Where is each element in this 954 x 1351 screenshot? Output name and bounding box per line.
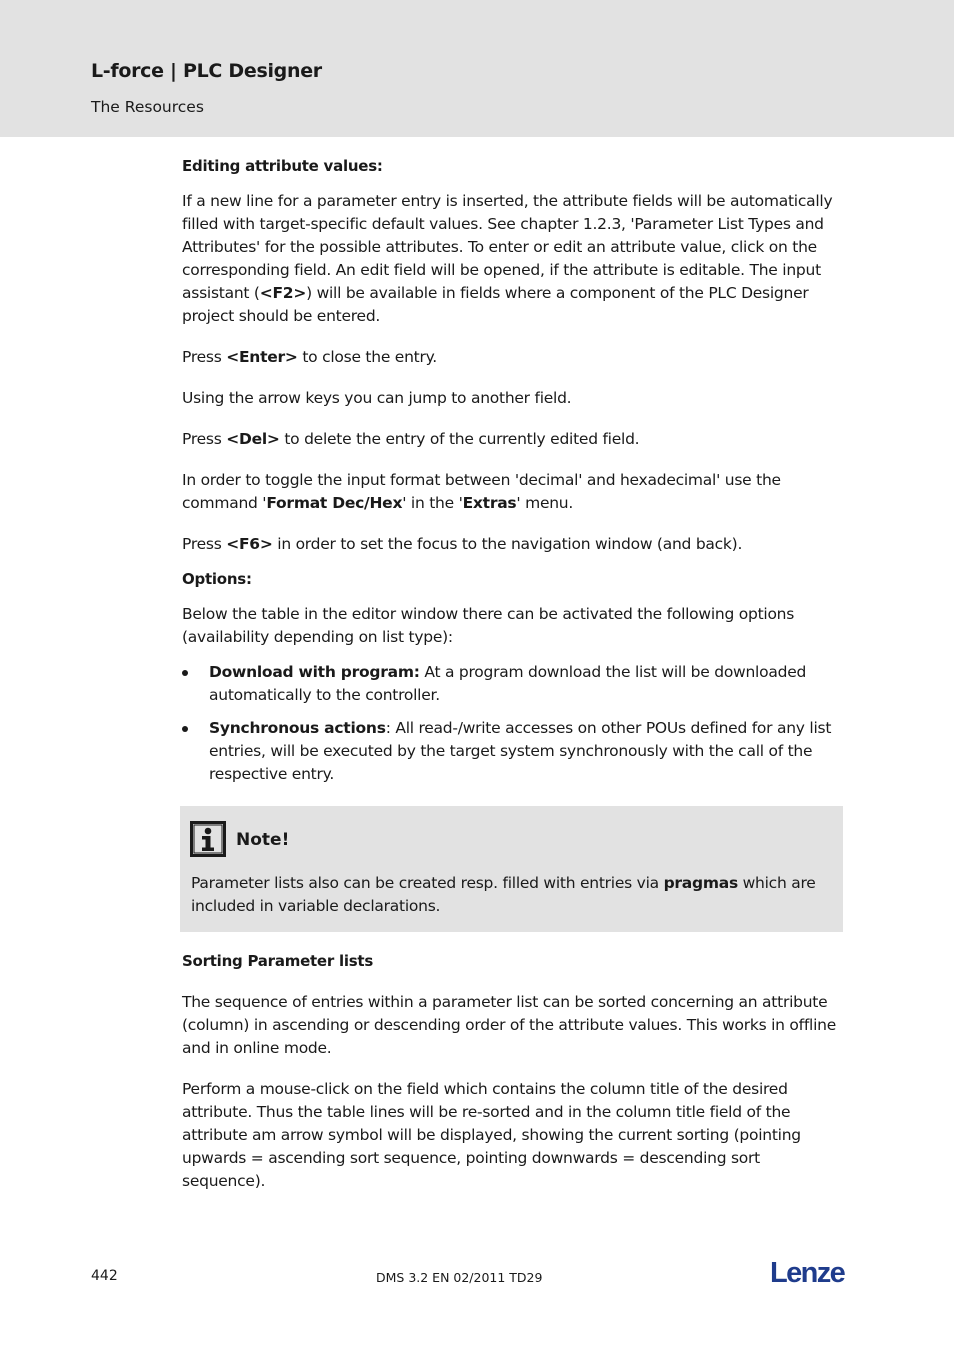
svg-text:Lenze: Lenze	[770, 1257, 845, 1287]
editing-paragraph-2: Press <Enter> to close the entry.	[182, 348, 437, 366]
f2-key: <F2>	[259, 284, 307, 302]
list-item: Synchronous actions: All read-/write accesses on other POUs defined for any list entries, will be executed by the target system synchronously with the call of the respective entry.	[182, 717, 844, 786]
sorting-paragraph-2: Perform a mouse-click on the field which contains the column title of the desired attribute. Thus the table lines will be re-sorted and in the column title field of the attribute am arrow symbol will be displayed, showing the current sorting (pointing upwards = ascending sort sequence, pointing downwards = descending sort sequence).	[182, 1080, 801, 1190]
del-key: <Del>	[226, 430, 280, 448]
page-header	[0, 0, 954, 137]
editing-paragraph-1: If a new line for a parameter entry is inserted, the attribute fields will be automatically filled with target-specific default values. See chapter 1.2.3, 'Parameter List Types and Attributes' for the possible attributes. To enter or edit an attribute value, click on the corresponding field. An edit field will be opened, if the attribute is editable. The input assistant (<F2>) will be available in fields where a component of the PLC Designer project should be entered.	[182, 192, 833, 325]
pragmas-term: pragmas	[663, 874, 738, 892]
extras-menu: Extras	[462, 494, 517, 512]
sorting-section	[182, 950, 844, 1193]
note-title: Note!	[236, 830, 290, 850]
editing-paragraph-6: Press <F6> in order to set the focus to the navigation window (and back).	[182, 535, 743, 553]
info-icon	[190, 821, 226, 857]
enter-key: <Enter>	[226, 348, 298, 366]
note-text: Parameter lists also can be created resp. filled with entries via pragmas which are included in variable declarations.	[191, 874, 816, 915]
note-box	[180, 806, 843, 932]
bullet-icon	[182, 726, 188, 732]
list-item: Download with program: At a program download the list will be downloaded automatically to the controller.	[182, 661, 844, 707]
options-list	[182, 661, 844, 786]
main-content	[182, 155, 844, 796]
page-number: 442	[91, 1268, 118, 1284]
options-intro: Below the table in the editor window there can be activated the following options (availability depending on list type):	[182, 605, 795, 646]
document-title: L-force | PLC Designer	[91, 60, 322, 82]
sorting-heading: Sorting Parameter lists	[182, 952, 374, 970]
f6-key: <F6>	[226, 535, 273, 553]
editing-heading: Editing attribute values:	[182, 157, 383, 175]
format-command: Format Dec/Hex	[266, 494, 403, 512]
editing-paragraph-4: Press <Del> to delete the entry of the currently edited field.	[182, 430, 640, 448]
options-heading: Options:	[182, 570, 252, 588]
bullet-icon	[182, 670, 188, 676]
lenze-logo	[770, 1257, 852, 1287]
editing-paragraph-5: In order to toggle the input format between 'decimal' and hexadecimal' use the command 'Format Dec/Hex' in the 'Extras' menu.	[182, 471, 781, 512]
document-id: DMS 3.2 EN 02/2011 TD29	[376, 1270, 543, 1285]
section-name: The Resources	[91, 98, 204, 116]
sorting-paragraph-1: The sequence of entries within a parameter list can be sorted concerning an attribute (column) in ascending or descending order of the attribute values. This works in offline and in online mode.	[182, 993, 837, 1057]
editing-paragraph-3: Using the arrow keys you can jump to another field.	[182, 389, 572, 407]
